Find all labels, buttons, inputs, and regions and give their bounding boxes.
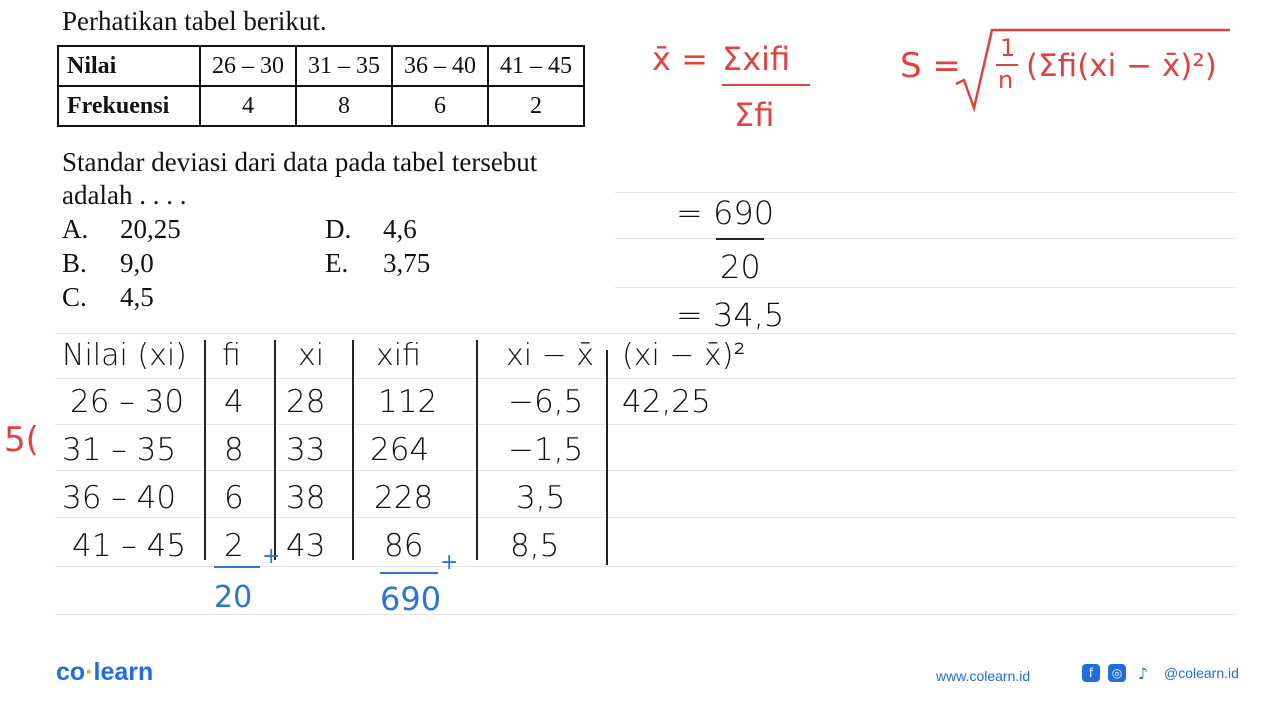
social-links: [1082, 664, 1239, 682]
column-divider: [274, 340, 276, 560]
social-handle[interactable]: @colearn.id: [1164, 665, 1239, 681]
option-letter: A.: [62, 214, 89, 244]
table-row-label: Frekuensi: [58, 86, 200, 126]
column-divider: [204, 340, 206, 560]
hw-header-deviation: xi − x̄: [506, 338, 595, 373]
fraction-bar: [716, 238, 764, 240]
hw-cell-interval: 26 – 30: [70, 384, 185, 420]
hw-cell-xifi: 264: [370, 432, 430, 468]
mean-formula-numerator: Σxifi: [722, 40, 791, 78]
option-a: [62, 214, 181, 245]
sd-formula-body: (Σfi(xi − x̄)²): [1026, 48, 1217, 84]
option-value: 4,5: [120, 282, 154, 312]
table-row-label: Nilai: [58, 46, 200, 86]
side-mark: 5(: [4, 420, 39, 460]
question-line: adalah . . . .: [62, 180, 187, 210]
table-cell: 26 – 30: [200, 46, 296, 86]
hw-cell-interval: 41 – 45: [72, 528, 187, 564]
hw-cell-xi: 38: [286, 480, 326, 516]
hw-cell-xifi: 86: [384, 528, 424, 564]
ruled-line: [55, 470, 1235, 471]
sd-formula-fraction-numerator: 1: [1000, 34, 1016, 62]
sum-line: [214, 566, 260, 568]
table-cell: 2: [488, 86, 584, 126]
frequency-table: [57, 45, 585, 127]
option-value: 9,0: [120, 248, 154, 278]
table-cell: 36 – 40: [392, 46, 488, 86]
ruled-line: [55, 517, 1235, 518]
website-link[interactable]: www.colearn.id: [936, 668, 1031, 684]
column-divider: [606, 350, 608, 565]
calc-result: = 34,5: [676, 296, 785, 334]
brand-part: co: [56, 658, 86, 686]
hw-cell-fi: 2: [224, 528, 244, 564]
brand-part: learn: [93, 658, 154, 686]
mean-formula-denominator: Σfi: [734, 96, 775, 134]
calc-numerator: = 690: [676, 194, 775, 232]
option-value: 20,25: [120, 214, 181, 244]
hw-cell-xifi: 112: [378, 384, 438, 420]
hw-cell-xi: 28: [286, 384, 326, 420]
option-letter: C.: [62, 282, 87, 312]
table-cell: 6: [392, 86, 488, 126]
hw-header-fi: fi: [222, 338, 241, 373]
hw-header-squared-deviation: (xi − x̄)²: [622, 338, 746, 373]
sd-formula-lhs: S =: [900, 46, 961, 86]
option-d: [325, 214, 417, 245]
ruled-line: [55, 424, 1235, 425]
hw-cell-fi: 8: [224, 432, 244, 468]
plus-sign: +: [262, 544, 281, 569]
option-letter: B.: [62, 248, 87, 278]
facebook-icon[interactable]: f: [1082, 664, 1100, 682]
hw-header-nilai: Nilai (xi): [62, 338, 187, 373]
plus-sign: +: [440, 550, 459, 575]
sd-formula-fraction-denominator: n: [998, 66, 1014, 94]
sum-line: [380, 572, 438, 574]
tiktok-icon[interactable]: ♪: [1137, 663, 1149, 683]
ruled-line: [55, 378, 1235, 379]
column-divider: [352, 340, 354, 560]
hw-cell-xifi: 228: [374, 480, 434, 516]
table-cell: 31 – 35: [296, 46, 392, 86]
question-line: Standar deviasi dari data pada tabel tersebut: [62, 147, 538, 177]
ruled-line: [55, 333, 1235, 334]
hw-cell-interval: 31 – 35: [62, 432, 177, 468]
instagram-icon[interactable]: ◎: [1108, 664, 1126, 682]
hw-header-xifi: xifi: [376, 338, 421, 373]
sum-xifi: 690: [380, 580, 442, 618]
hw-cell-deviation: −1,5: [508, 432, 584, 468]
mean-formula-lhs: x̄ =: [652, 40, 708, 78]
ruled-line: [615, 192, 1235, 193]
brand-dot: ·: [85, 658, 94, 686]
hw-cell-deviation: −6,5: [508, 384, 584, 420]
table-cell: 8: [296, 86, 392, 126]
question-text: [62, 146, 592, 212]
hw-cell-fi: 6: [224, 480, 244, 516]
option-e: [325, 248, 430, 279]
hw-cell-fi: 4: [224, 384, 244, 420]
hw-cell-squared-deviation: 42,25: [622, 384, 711, 420]
sum-fi: 20: [214, 580, 253, 615]
colearn-logo: [56, 658, 153, 687]
table-cell: 4: [200, 86, 296, 126]
ruled-line: [615, 287, 1235, 288]
table-cell: 41 – 45: [488, 46, 584, 86]
hw-cell-interval: 36 – 40: [62, 480, 177, 516]
hw-header-xi: xi: [298, 338, 325, 373]
hw-cell-deviation: 3,5: [516, 480, 566, 516]
fraction-bar: [722, 84, 810, 86]
column-divider: [476, 340, 478, 560]
hw-cell-deviation: 8,5: [510, 528, 560, 564]
calc-denominator: 20: [720, 248, 761, 286]
option-b: [62, 248, 154, 279]
option-value: 3,75: [383, 248, 431, 278]
ruled-line: [615, 238, 1235, 239]
option-c: [62, 282, 154, 313]
option-value: 4,6: [383, 214, 417, 244]
hw-cell-xi: 33: [286, 432, 326, 468]
problem-title: Perhatikan tabel berikut.: [62, 6, 327, 36]
hw-cell-xi: 43: [286, 528, 326, 564]
option-letter: D.: [325, 214, 352, 244]
option-letter: E.: [325, 248, 349, 278]
